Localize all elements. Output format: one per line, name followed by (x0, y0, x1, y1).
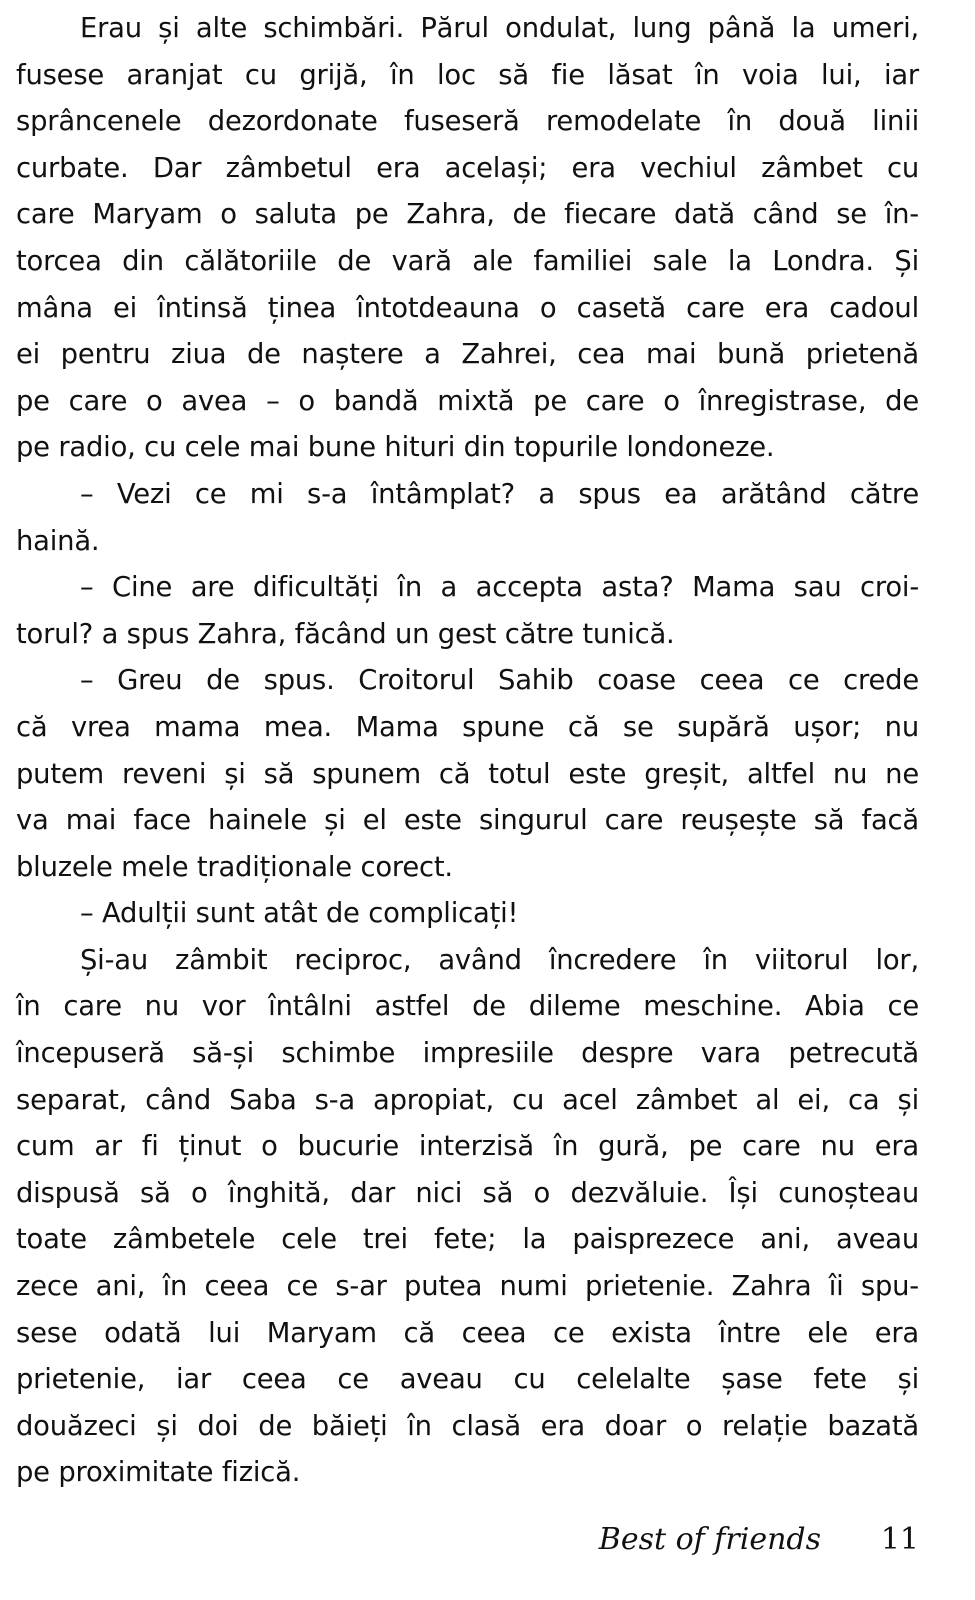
dialogue-line: – Vezi ce mi s-a întâmplat? a spus ea arătând către (80, 478, 919, 510)
text-line: sprâncenele dezordonate fuseseră remodelate în două linii (16, 106, 919, 138)
text-line: bluzele mele tradiționale corect. (16, 851, 453, 883)
text-line: curbate. Dar zâmbetul era același; era vechiul zâmbet cu (16, 152, 919, 184)
text-line: douăzeci și doi de băieți în clasă era doar o relație bazată (16, 1410, 919, 1442)
dialogue-line: – Adulții sunt atât de complicați! (80, 898, 519, 930)
text-line: dispusă să o înghită, dar nici să o dezvăluie. Își cunoșteau (16, 1177, 919, 1209)
text-line: separat, când Saba s-a apropiat, cu acel zâmbet al ei, ca și (16, 1084, 919, 1116)
text-line: sese odată lui Maryam că ceea ce exista între ele era (16, 1317, 919, 1349)
text-line: că vrea mama mea. Mama spune că se supără ușor; nu (16, 711, 919, 743)
dialogue-line: – Cine are dificultăți în a accepta asta? Mama sau croi- (80, 572, 919, 604)
text-line: torul? a spus Zahra, făcând un gest către tunică. (16, 618, 675, 650)
text-line: mâna ei întinsă ținea întotdeauna o casetă care era cadoul (16, 292, 919, 324)
dialogue-line: – Greu de spus. Croitorul Sahib coase ceea ce crede (80, 665, 919, 697)
text-line: care Maryam o saluta pe Zahra, de fiecare dată când se în- (16, 199, 919, 231)
text-line: în care nu vor întâlni astfel de dileme meschine. Abia ce (16, 991, 919, 1023)
text-line: ei pentru ziua de naștere a Zahrei, cea mai bună prietenă (16, 339, 919, 371)
text-line: pe proximitate fizică. (16, 1457, 301, 1489)
text-line: putem reveni și să spunem că totul este greșit, altfel nu ne (16, 758, 919, 790)
running-title: Best of friends (598, 1522, 821, 1557)
text-line: toate zâmbetele cele trei fete; la paisprezece ani, aveau (16, 1224, 919, 1256)
text-line: haină. (16, 525, 100, 557)
text-line: pe radio, cu cele mai bune hituri din topurile londoneze. (16, 432, 775, 464)
text-line: va mai face hainele și el este singurul care reușește să facă (16, 805, 919, 837)
page-number: 11 (880, 1522, 919, 1557)
text-line: Și-au zâmbit reciproc, având încredere în viitorul lor, (80, 944, 919, 976)
text-line: zece ani, în ceea ce s-ar putea numi prietenie. Zahra îi spu- (16, 1271, 919, 1303)
page-footer (0, 1518, 919, 1562)
text-line: începuseră să-și schimbe impresiile despre vara petrecută (16, 1038, 919, 1070)
text-line: cum ar fi ținut o bucurie interzisă în gură, pe care nu era (16, 1131, 919, 1163)
body-text (16, 6, 919, 1497)
text-line: prietenie, iar ceea ce aveau cu celelalte șase fete și (16, 1364, 919, 1396)
text-line: Erau și alte schimbări. Părul ondulat, lung până la umeri, (80, 13, 919, 44)
text-line: fusese aranjat cu grijă, în loc să fie lăsat în voia lui, iar (16, 59, 919, 91)
text-line: pe care o avea – o bandă mixtă pe care o înregistrase, de (16, 385, 919, 417)
text-line: torcea din călătoriile de vară ale familiei sale la Londra. Și (16, 245, 919, 277)
